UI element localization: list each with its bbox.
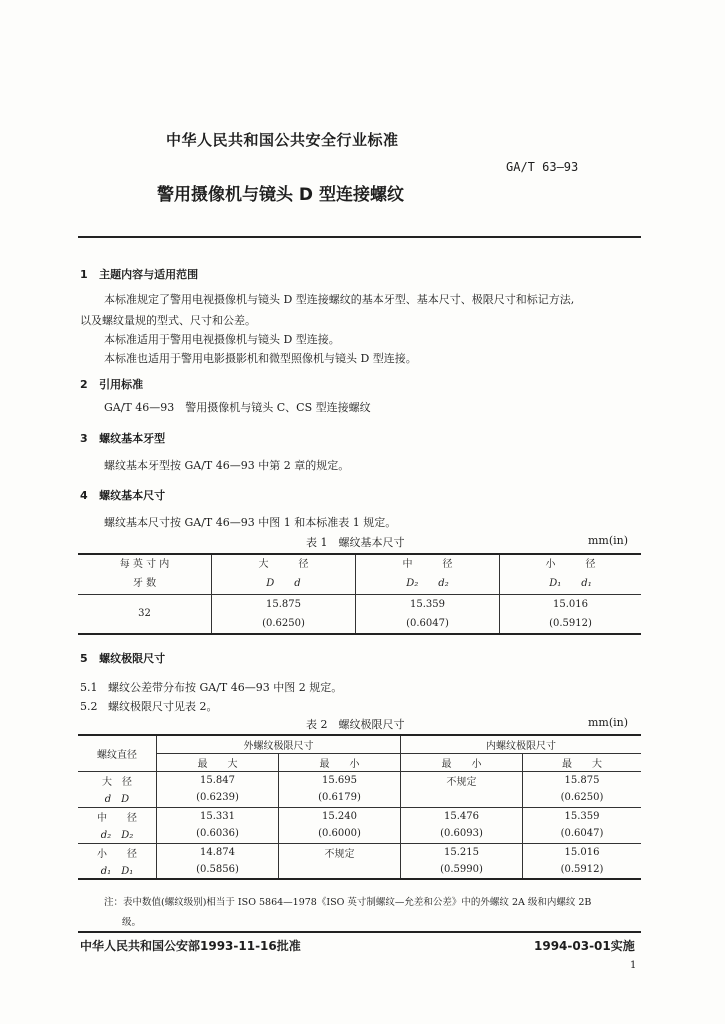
paragraph: 螺纹基本牙型按 GA/T 46—93 中第 2 章的规定。: [104, 459, 350, 472]
diameter-symbol: d D: [78, 789, 157, 807]
header-text: D₂ d₂: [406, 578, 449, 590]
header-cell: [356, 554, 500, 594]
section-title: 螺纹基本牙型: [99, 432, 166, 445]
value-mm: 15.875: [266, 598, 301, 610]
value-in: (0.6047): [560, 828, 604, 840]
subclause-number: 5.2: [80, 700, 98, 713]
value-in: (0.5990): [401, 861, 523, 879]
subclause-5-1: [80, 679, 342, 695]
section-3-heading: [80, 430, 165, 446]
value-in: (0.5912): [560, 864, 604, 875]
value-mm: 15.331: [157, 807, 279, 825]
diameter-name: 大 径: [78, 771, 157, 789]
header-text: 小 径: [545, 559, 596, 571]
header-cell: 最 大: [562, 758, 602, 770]
document-title: 警用摄像机与镜头 D 型连接螺纹: [157, 185, 404, 205]
header-cell: [212, 554, 356, 594]
section-title: 螺纹基本尺寸: [99, 489, 166, 502]
table-cell: [356, 594, 500, 634]
header-cell: 最 小: [401, 753, 523, 771]
value-mm: 14.874: [157, 843, 279, 861]
header-text: 大 径: [258, 559, 309, 571]
table-2-unit: mm(in): [588, 716, 629, 729]
diameter-name: 中 径: [78, 807, 157, 825]
value-mm: 15.695: [279, 771, 401, 789]
table-row: [78, 861, 641, 879]
value-in: (0.6179): [279, 789, 401, 807]
diameter-name: 小 径: [78, 843, 157, 861]
subclause-5-2: [80, 698, 218, 714]
header-text: 中 径: [402, 559, 453, 571]
header-cell: [500, 554, 642, 594]
section-title: 主题内容与适用范围: [99, 268, 199, 281]
section-1-heading: [80, 266, 198, 282]
diameter-symbol: d₁ D₁: [78, 861, 157, 879]
effective-date: 1994-03-01实施: [534, 939, 635, 953]
value-mm: 15.476: [401, 807, 523, 825]
header-text: 每 英 寸 内: [119, 559, 170, 571]
section-number: 3: [80, 432, 88, 445]
diameter-symbol: d₂ D₂: [78, 825, 157, 843]
page-number: 1: [630, 960, 637, 971]
section-number: 1: [80, 268, 88, 281]
header-text: D d: [266, 578, 301, 590]
value-in: (0.6036): [157, 825, 279, 843]
footer-rule: [78, 931, 641, 933]
value-in: (0.5856): [157, 861, 279, 879]
section-5-heading: [80, 650, 165, 666]
standard-code: GA/T 63—93: [506, 160, 579, 174]
value-mm: 不规定: [401, 771, 523, 789]
table-2-caption: 表 2 螺纹极限尺寸: [306, 718, 405, 731]
table-header-row: [78, 735, 641, 753]
paragraph: 螺纹极限尺寸见表 2。: [108, 700, 218, 713]
value-in: (0.6250): [560, 792, 604, 804]
value-mm: 不规定: [279, 843, 401, 861]
value-in: (0.6250): [262, 617, 305, 629]
section-title: 螺纹极限尺寸: [99, 652, 166, 665]
section-4-heading: [80, 487, 165, 503]
table-row: [78, 825, 641, 843]
header-text: D₁ d₁: [549, 578, 592, 590]
value-mm: 15.016: [553, 598, 588, 610]
header-cell: 螺纹直径: [78, 735, 157, 771]
value-mm: 15.359: [410, 598, 445, 610]
header-text: 牙 数: [132, 578, 157, 590]
section-number: 2: [80, 378, 88, 391]
section-title: 引用标准: [99, 378, 144, 391]
approval-line: 中华人民共和国公安部1993-11-16批准: [80, 939, 301, 953]
paragraph: 本标准规定了警用电视摄像机与镜头 D 型连接螺纹的基本牙型、基本尺寸、极限尺寸和标记方法,: [104, 293, 575, 306]
value-mm: 15.016: [564, 846, 600, 858]
paragraph: 本标准适用于警用电视摄像机与镜头 D 型连接。: [104, 333, 340, 346]
value-in: (0.6047): [406, 617, 449, 629]
table-1: [78, 553, 641, 635]
value-in: [279, 861, 401, 879]
header-cell: 内螺纹极限尺寸: [401, 735, 642, 753]
table-1-caption: 表 1 螺纹基本尺寸: [306, 536, 405, 549]
table-2: [78, 734, 641, 880]
value-mm: 15.875: [564, 774, 600, 786]
section-number: 4: [80, 489, 88, 502]
table-cell: [500, 594, 642, 634]
value-mm: 15.215: [401, 843, 523, 861]
value-in: (0.6000): [279, 825, 401, 843]
table-row: [78, 594, 641, 634]
header-cell: 最 小: [279, 753, 401, 771]
value-mm: 15.847: [157, 771, 279, 789]
value-mm: 15.359: [564, 810, 600, 822]
reference-item: GA/T 46—93 警用摄像机与镜头 C、CS 型连接螺纹: [104, 401, 371, 414]
table-header-row: [78, 554, 641, 594]
paragraph: 本标准也适用于警用电影摄影机和微型照像机与镜头 D 型连接。: [104, 352, 417, 365]
table-note-continued: 级。: [122, 917, 142, 928]
paragraph: 螺纹公差带分布按 GA/T 46—93 中图 2 规定。: [108, 681, 343, 694]
section-number: 5: [80, 652, 88, 665]
section-2-heading: [80, 376, 143, 392]
title-rule: [78, 236, 641, 238]
table-row: [78, 789, 641, 807]
table-1-unit: mm(in): [588, 534, 629, 547]
paragraph: 螺纹基本尺寸按 GA/T 46—93 中图 1 和本标准表 1 规定。: [104, 516, 397, 529]
issuing-body: 中华人民共和国公共安全行业标准: [166, 131, 399, 149]
subclause-number: 5.1: [80, 681, 98, 694]
table-cell: 32: [78, 594, 212, 634]
header-cell: 外螺纹极限尺寸: [157, 735, 401, 753]
header-cell: [78, 554, 212, 594]
value-in: (0.5912): [549, 617, 592, 629]
value-in: (0.6239): [157, 789, 279, 807]
table-cell: [212, 594, 356, 634]
table-row: [78, 771, 641, 789]
paragraph: 以及螺纹量规的型式、尺寸和公差。: [80, 314, 256, 327]
value-mm: 15.240: [279, 807, 401, 825]
value-in: (0.6093): [401, 825, 523, 843]
header-cell: 最 大: [157, 753, 279, 771]
table-row: [78, 807, 641, 825]
table-subheader-row: [78, 753, 641, 771]
table-note: 注：表中数值(螺纹级别)相当于 ISO 5864—1978《ISO 英寸制螺纹—允差和公差》中的外螺纹 2A 级和内螺纹 2B: [104, 897, 592, 908]
table-row: [78, 843, 641, 861]
value-in: [401, 789, 523, 807]
